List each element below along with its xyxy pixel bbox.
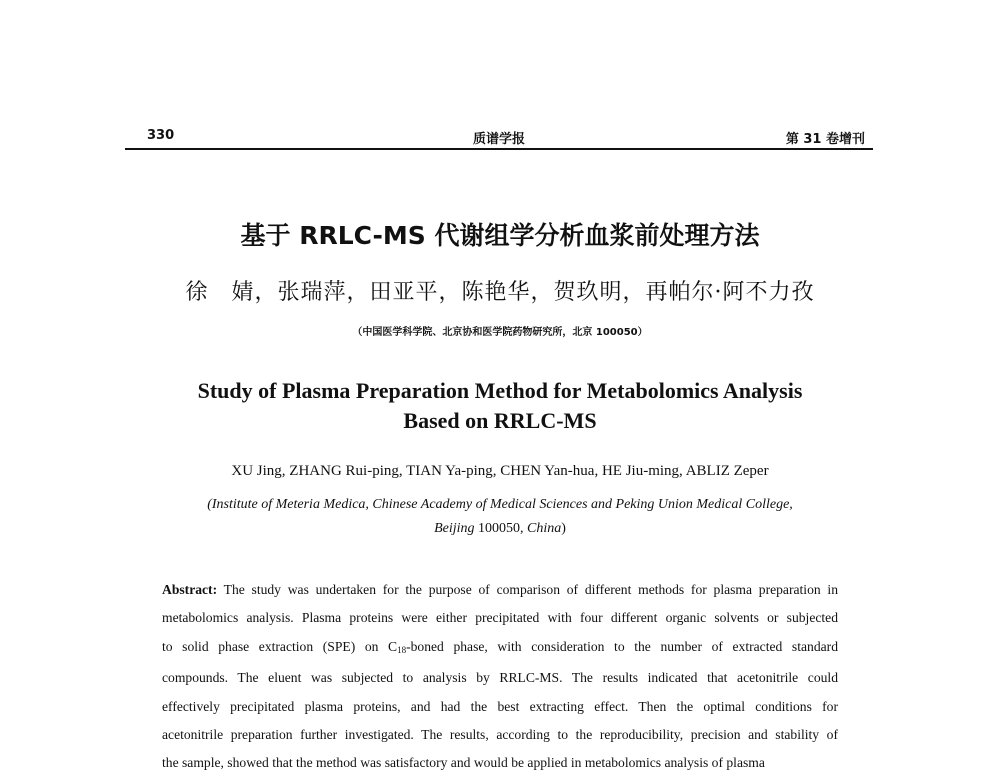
abstract [162, 576, 838, 778]
title-english-line2: Based on RRLC-MS [403, 408, 597, 433]
abstract-line [162, 633, 838, 664]
abstract-line7: the sample, showed that the method was satisfactory and would be applied in metabolomics analysis of plasma [162, 755, 765, 771]
abstract-line3a: to solid phase extraction (SPE) on C [162, 638, 398, 654]
abstract-line3b: -boned phase, with consideration to the number of extracted standard [406, 638, 838, 654]
affiliation-country: China [527, 521, 562, 536]
affiliation-close: ) [561, 521, 566, 536]
affiliation-english [0, 493, 1000, 541]
affiliation-english-line1: (Institute of Meteria Medica, Chinese Academy of Medical Sciences and Peking Union Medical College, [207, 497, 793, 512]
affiliation-chinese: （中国医学科学院、北京协和医学院药物研究所，北京 100050） [352, 327, 648, 338]
abstract-line1: The study was undertaken for the purpose of comparison of different methods for plasma preparation in [223, 582, 838, 597]
journal-name: 质谱学报 [472, 132, 526, 147]
abstract-line2: metabolomics analysis. Plasma proteins were either precipitated with four different organic solvents or subjected [162, 610, 838, 626]
affiliation-postcode: 100050, [478, 521, 524, 536]
page-number: 330 [147, 128, 175, 143]
abstract-line5: effectively precipitated plasma proteins, and had the best extracting effect. Then the optimal conditions for [162, 698, 838, 714]
title-english-line1: Study of Plasma Preparation Method for Metabolomics Analysis [197, 378, 803, 403]
abstract-label: Abstract: [162, 582, 218, 597]
running-header [125, 126, 873, 150]
title-chinese: 基于 RRLC-MS 代谢组学分析血浆前处理方法 [240, 221, 760, 250]
authors-chinese: 徐 婧，张瑞萍，田亚平，陈艳华，贺玖明，再帕尔·阿不力孜 [185, 280, 815, 305]
title-english [0, 376, 1000, 436]
abstract-subscript: 18 [397, 644, 407, 655]
affiliation-city: Beijing [434, 521, 475, 536]
volume-info: 第 31 卷增刊 [785, 132, 865, 147]
affiliation-english-line2 [0, 517, 1000, 541]
abstract-line4: compounds. The eluent was subjected to analysis by RRLC-MS. The results indicated that acetonitrile could [162, 670, 838, 686]
abstract-line [162, 576, 838, 604]
abstract-line6: acetonitrile preparation further investigated. The results, according to the reproducibility, precision and stability of [162, 727, 838, 743]
authors-english: XU Jing, ZHANG Rui-ping, TIAN Ya-ping, CHEN Yan-hua, HE Jiu-ming, ABLIZ Zeper [231, 463, 769, 479]
